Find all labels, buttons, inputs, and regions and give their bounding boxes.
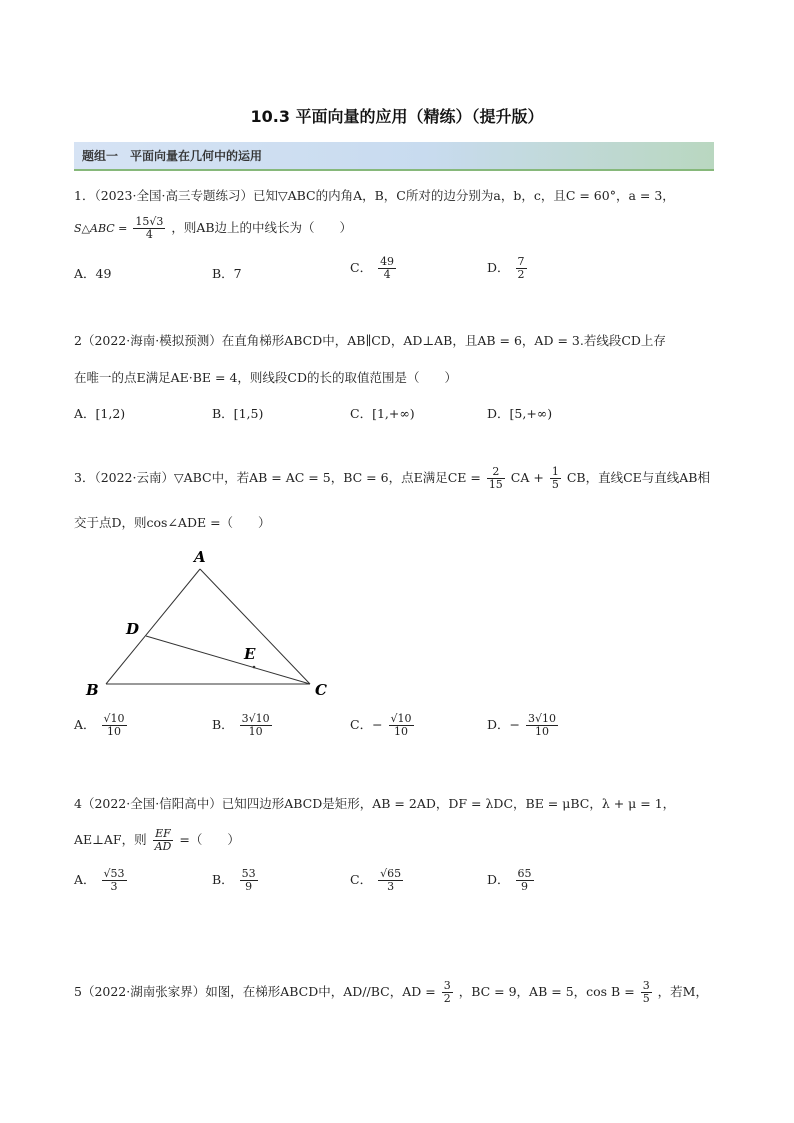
q4-fraction — [153, 828, 174, 853]
q1-line-2-rest: ，则AB边上的中线长为（ ） — [171, 220, 353, 236]
q4-option-c-den: 3 — [387, 880, 395, 894]
q5-line-1-mid: ，BC = 9，AB = 5，cos B = — [458, 984, 635, 1000]
q3-option-a-den: 10 — [107, 725, 122, 739]
question-5-line-1 — [74, 980, 708, 1005]
q3-option-a-fraction — [102, 713, 127, 738]
section-header-bar — [74, 142, 714, 171]
q3-fraction-2-num: 1 — [551, 465, 559, 478]
q4-option-d-fraction — [516, 868, 534, 893]
q1-area-numerator: 15√3 — [135, 215, 164, 228]
page-title: 10.3 平面向量的应用（精练）（提升版） — [250, 107, 544, 126]
q1-option-c[interactable] — [350, 256, 398, 281]
q4-option-c-num: √65 — [380, 867, 402, 880]
triangle-figure — [80, 545, 340, 705]
q3-fraction-2-den: 5 — [551, 478, 559, 492]
q1-option-b[interactable]: B．7 — [212, 266, 242, 281]
q3-option-d-num: 3√10 — [528, 712, 557, 725]
q3-option-b[interactable] — [212, 713, 274, 738]
q4-option-b-den: 9 — [245, 880, 253, 894]
q4-option-d[interactable] — [487, 868, 536, 893]
edge-ab — [106, 569, 200, 684]
q3-option-c-fraction — [389, 713, 414, 738]
q4-option-d-label: D． — [487, 872, 510, 888]
q5-fraction-1 — [442, 980, 453, 1005]
question-1-line-1: 1．（2023·全国·高三专题练习）已知▽ABC的内角A，B，C所对的边分别为a，b，c，且C = 60°，a = 3， — [74, 188, 675, 203]
q1-option-d-fraction — [516, 256, 527, 281]
q4-option-d-den: 9 — [521, 880, 529, 894]
q2-option-b[interactable]: B．[1,5) — [212, 406, 264, 421]
q1-area-denominator: 4 — [145, 228, 153, 242]
q2-option-d[interactable]: D．[5,+∞) — [487, 406, 553, 421]
question-1-line-2 — [74, 216, 352, 241]
point-e-dot — [253, 666, 256, 669]
vertex-label-a: A — [194, 548, 206, 566]
q3-option-b-label: B． — [212, 717, 234, 733]
q4-line-2-end: =（ ） — [179, 832, 240, 848]
q1-option-c-fraction — [378, 256, 396, 281]
q4-option-d-num: 65 — [517, 867, 532, 880]
q3-fraction-1-num: 2 — [487, 466, 505, 479]
q2-option-a[interactable]: A．[1,2) — [74, 406, 126, 421]
q3-fraction-1 — [487, 466, 505, 491]
q4-line-2-start: AE⊥AF，则 — [74, 832, 147, 848]
q1-option-d[interactable] — [487, 256, 529, 281]
q3-option-c-sign: − — [372, 717, 383, 733]
q3-line-1-mid: CA + — [510, 470, 544, 486]
question-4-line-1: 4（2022·全国·信阳高中）已知四边形ABCD是矩形，AB = 2AD，DF = λDC，BE = μBC，λ + μ = 1， — [74, 796, 676, 811]
q3-option-c-label: C． — [350, 717, 373, 733]
vertex-label-b: B — [86, 681, 99, 699]
question-3-line-1 — [74, 466, 710, 491]
vertex-label-c: C — [315, 681, 327, 699]
q3-option-d-sign: − — [509, 717, 521, 733]
q1-option-a[interactable]: A．49 — [74, 266, 112, 281]
q5-fraction-1-den: 2 — [443, 992, 451, 1006]
q4-option-b-num: 53 — [241, 867, 256, 880]
q3-option-d-label: D． — [487, 717, 510, 733]
q4-option-c-label: C． — [350, 872, 373, 888]
q3-option-d[interactable] — [487, 713, 560, 738]
segment-dc — [146, 636, 310, 684]
q4-option-c-fraction — [378, 868, 403, 893]
q4-option-b-label: B． — [212, 872, 234, 888]
q5-fraction-2-den: 5 — [642, 992, 650, 1006]
q3-option-a-label: A． — [74, 717, 96, 733]
q1-option-d-den: 2 — [517, 268, 525, 282]
q4-fraction-num: EF — [153, 828, 174, 841]
q4-option-b-fraction — [240, 868, 258, 893]
q4-option-b[interactable] — [212, 868, 260, 893]
q3-option-a[interactable] — [74, 713, 129, 738]
q1-option-c-label: C． — [350, 260, 373, 276]
q4-option-a-num: √53 — [103, 867, 125, 880]
q4-option-c[interactable] — [350, 868, 405, 893]
q5-line-1-end: ，若M， — [657, 984, 708, 1000]
point-label-e: E — [244, 645, 256, 663]
q1-option-c-den: 4 — [383, 268, 391, 282]
q4-option-a[interactable] — [74, 868, 129, 893]
q1-area-fraction — [133, 216, 165, 241]
q4-option-a-den: 3 — [110, 880, 118, 894]
q5-line-1-start: 5（2022·湖南张家界）如图，在梯形ABCD中，AD//BC，AD = — [74, 984, 436, 1000]
q3-fraction-1-den: 15 — [488, 478, 503, 492]
q3-option-d-den: 10 — [535, 725, 549, 739]
q1-option-d-num: 7 — [517, 255, 525, 268]
q3-option-a-num: √10 — [103, 712, 125, 725]
q5-fraction-1-num: 3 — [443, 979, 451, 992]
q4-option-a-fraction — [102, 868, 127, 893]
question-4-line-2 — [74, 828, 240, 853]
q1-option-d-label: D． — [487, 260, 510, 276]
q3-fraction-2 — [550, 466, 561, 491]
question-2-line-1: 2（2022·海南·模拟预测）在直角梯形ABCD中，AB∥CD，AD⊥AB，且AB = 6，AD = 3.若线段CD上存 — [74, 333, 666, 348]
q3-option-b-fraction — [240, 713, 272, 738]
q3-option-c-num: √10 — [390, 712, 412, 725]
q3-option-c[interactable] — [350, 713, 416, 738]
point-label-d: D — [126, 620, 140, 638]
q5-fraction-2-num: 3 — [642, 979, 650, 992]
q3-line-1-end: CB，直线CE与直线AB相 — [566, 470, 710, 486]
section-title: 题组一 平面向量在几何中的运用 — [82, 149, 263, 163]
q3-option-c-den: 10 — [394, 725, 409, 739]
question-3-line-2: 交于点D，则cos∠ADE =（ ） — [74, 515, 271, 530]
question-2-line-2: 在唯一的点E满足AE·BE = 4，则线段CD的长的取值范围是（ ） — [74, 370, 458, 385]
q3-option-d-fraction — [526, 713, 558, 738]
q2-option-c[interactable]: C．[1,+∞) — [350, 406, 415, 421]
q4-fraction-den: AD — [154, 840, 172, 854]
q1-option-c-num: 49 — [380, 255, 395, 268]
q4-option-a-label: A． — [74, 872, 96, 888]
q1-area-label: S△ABC = — [74, 222, 128, 236]
q3-option-b-den: 10 — [248, 725, 263, 739]
q3-line-1-start: 3．（2022·云南）▽ABC中，若AB = AC = 5，BC = 6，点E满足CE = — [74, 470, 481, 486]
q3-option-b-num: 3√10 — [241, 712, 270, 725]
q5-fraction-2 — [641, 980, 652, 1005]
